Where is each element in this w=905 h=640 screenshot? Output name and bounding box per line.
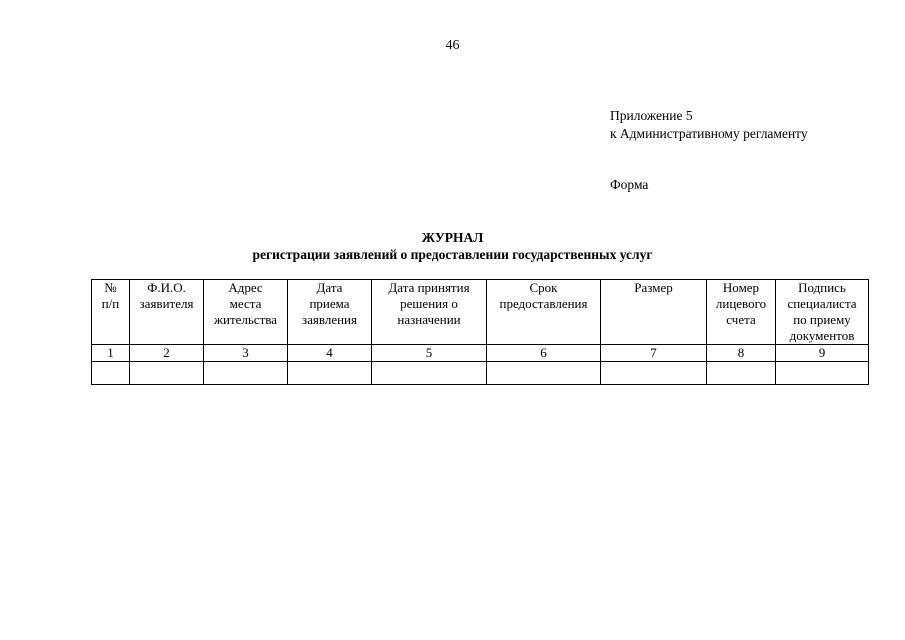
empty-entry-row: [92, 362, 869, 385]
column-number-cell: 5: [372, 345, 487, 362]
column-number-cell: 7: [601, 345, 707, 362]
empty-cell: [92, 362, 130, 385]
header-cell-provision-term: Срок предоставления: [487, 280, 601, 345]
header-cell-number: № п/п: [92, 280, 130, 345]
empty-cell: [707, 362, 776, 385]
document-title: [0, 229, 905, 263]
column-number-row: [92, 345, 869, 362]
appendix-line-1: Приложение 5: [610, 108, 693, 123]
page-number: 46: [445, 38, 460, 53]
header-cell-amount: Размер: [601, 280, 707, 345]
form-label: Форма: [610, 177, 649, 192]
journal-table: [91, 279, 869, 385]
header-cell-address: Адрес места жительства: [204, 280, 288, 345]
column-number-cell: 1: [92, 345, 130, 362]
column-number-cell: 9: [776, 345, 869, 362]
header-cell-application-date: Дата приема заявления: [288, 280, 372, 345]
empty-cell: [487, 362, 601, 385]
empty-cell: [204, 362, 288, 385]
title-sub: регистрации заявлений о предоставлении государственных услуг: [252, 247, 653, 262]
header-cell-applicant-name: Ф.И.О. заявителя: [130, 280, 204, 345]
column-number-cell: 8: [707, 345, 776, 362]
header-row: [92, 280, 869, 345]
column-number-cell: 3: [204, 345, 288, 362]
empty-cell: [372, 362, 487, 385]
empty-cell: [130, 362, 204, 385]
appendix-line-2: к Административному регламенту: [610, 126, 808, 141]
title-main: ЖУРНАЛ: [421, 230, 484, 245]
header-cell-specialist-signature: Подпись специалиста по приему документов: [776, 280, 869, 345]
header-cell-decision-date: Дата принятия решения о назначении: [372, 280, 487, 345]
header-cell-account-number: Номер лицевого счета: [707, 280, 776, 345]
empty-cell: [601, 362, 707, 385]
appendix-note: [610, 107, 808, 143]
column-number-cell: 4: [288, 345, 372, 362]
column-number-cell: 6: [487, 345, 601, 362]
empty-cell: [776, 362, 869, 385]
column-number-cell: 2: [130, 345, 204, 362]
empty-cell: [288, 362, 372, 385]
